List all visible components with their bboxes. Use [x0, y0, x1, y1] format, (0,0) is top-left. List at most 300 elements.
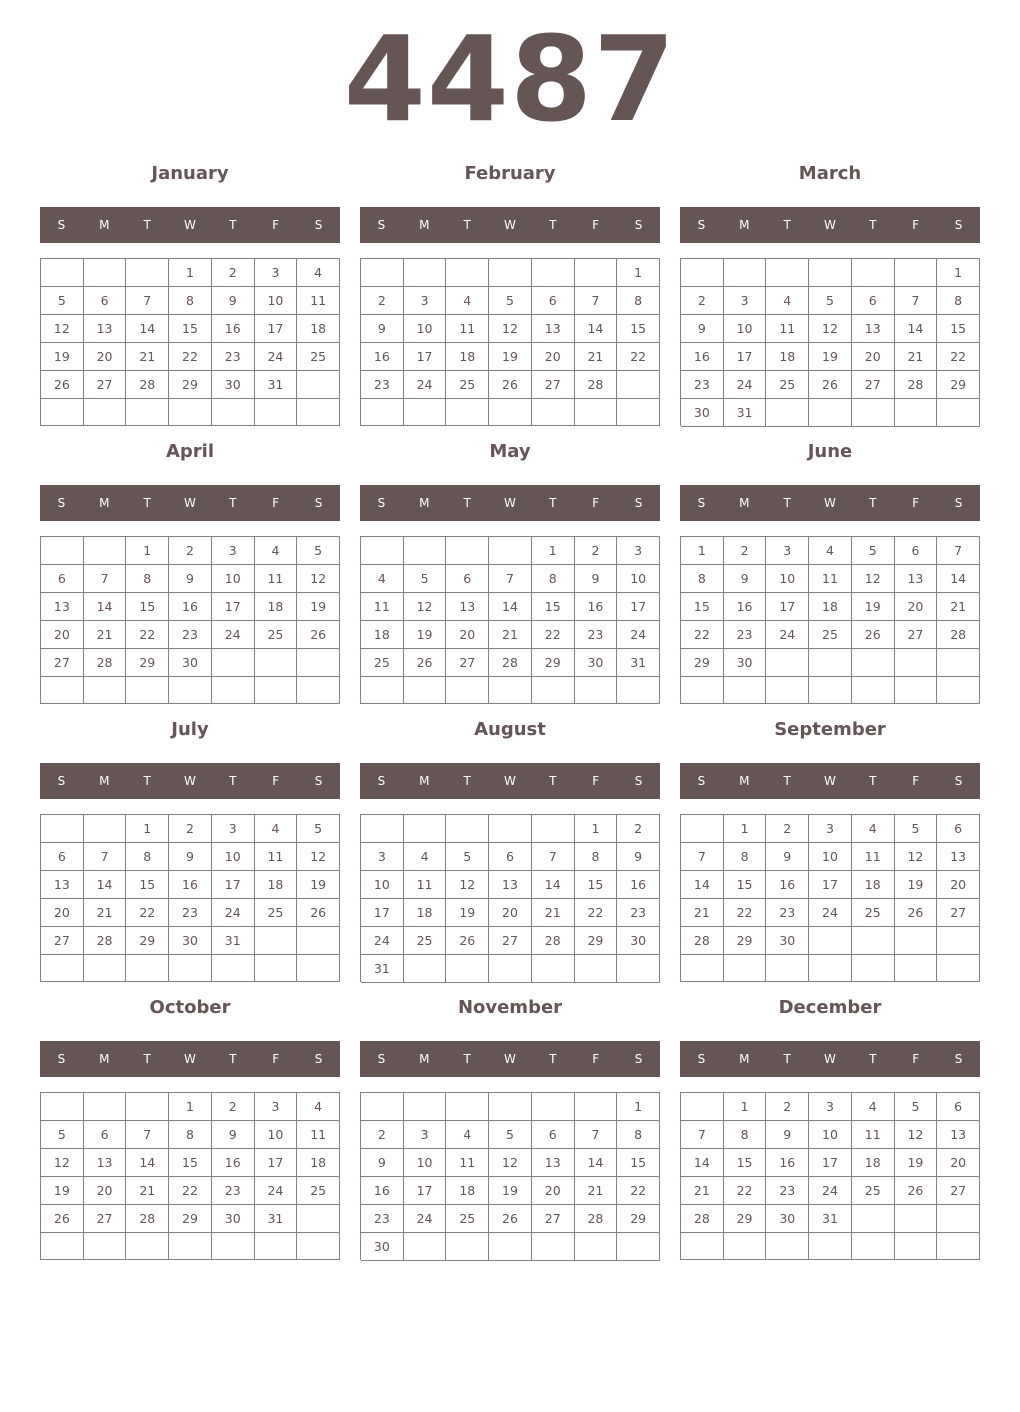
day-cell: 8: [724, 1121, 767, 1149]
weekday-label: S: [314, 1052, 323, 1066]
empty-day-cell: [852, 259, 895, 287]
day-cell: 13: [41, 871, 84, 899]
day-cell: 18: [809, 593, 852, 621]
empty-day-cell: [937, 677, 980, 704]
weekday-label: S: [314, 774, 323, 788]
day-cell: 24: [212, 621, 255, 649]
day-cell: 10: [766, 565, 809, 593]
day-cell: 8: [126, 565, 169, 593]
day-grid: [680, 814, 980, 982]
day-cell: 24: [212, 899, 255, 927]
empty-day-cell: [212, 677, 255, 704]
day-cell: 14: [681, 1149, 724, 1177]
day-cell: 30: [361, 1233, 404, 1261]
weekday-header: [40, 485, 340, 521]
empty-day-cell: [852, 677, 895, 704]
day-cell: 28: [84, 649, 127, 677]
day-cell: 22: [532, 621, 575, 649]
day-cell: 1: [169, 1093, 212, 1121]
empty-day-cell: [41, 815, 84, 843]
day-cell: 31: [361, 955, 404, 983]
day-cell: 22: [617, 343, 660, 371]
day-cell: 13: [532, 315, 575, 343]
empty-day-cell: [852, 649, 895, 677]
empty-day-cell: [681, 1093, 724, 1121]
empty-day-cell: [724, 1233, 767, 1260]
day-cell: 8: [937, 287, 980, 315]
day-cell: 13: [895, 565, 938, 593]
day-cell: 23: [169, 621, 212, 649]
day-cell: 19: [489, 1177, 532, 1205]
weekday-label: M: [99, 496, 110, 510]
day-cell: 30: [212, 1205, 255, 1233]
day-cell: 21: [575, 1177, 618, 1205]
day-cell: 9: [212, 287, 255, 315]
empty-day-cell: [297, 955, 340, 982]
day-cell: 27: [937, 1177, 980, 1205]
day-cell: 13: [937, 843, 980, 871]
day-cell: 10: [809, 1121, 852, 1149]
day-cell: 5: [895, 1093, 938, 1121]
day-cell: 24: [255, 343, 298, 371]
empty-day-cell: [532, 1093, 575, 1121]
day-cell: 13: [489, 871, 532, 899]
day-cell: 19: [297, 871, 340, 899]
day-cell: 25: [852, 899, 895, 927]
day-cell: 2: [169, 537, 212, 565]
weekday-label: F: [272, 1052, 280, 1066]
day-cell: 9: [361, 315, 404, 343]
day-cell: 28: [681, 927, 724, 955]
day-cell: 7: [937, 537, 980, 565]
day-cell: 29: [169, 1205, 212, 1233]
day-cell: 16: [766, 871, 809, 899]
day-cell: 13: [41, 593, 84, 621]
day-cell: 3: [404, 287, 447, 315]
day-cell: 7: [84, 565, 127, 593]
weekday-label: W: [184, 1052, 196, 1066]
day-cell: 22: [681, 621, 724, 649]
day-cell: 6: [41, 843, 84, 871]
day-cell: 24: [404, 371, 447, 399]
empty-day-cell: [446, 1093, 489, 1121]
day-cell: 3: [361, 843, 404, 871]
empty-day-cell: [361, 815, 404, 843]
day-cell: 14: [575, 315, 618, 343]
weekday-label: S: [954, 496, 963, 510]
day-cell: 29: [724, 1205, 767, 1233]
day-cell: 3: [617, 537, 660, 565]
empty-day-cell: [937, 649, 980, 677]
weekday-header: [360, 763, 660, 799]
empty-day-cell: [489, 677, 532, 704]
weekday-label: T: [229, 774, 237, 788]
day-cell: 7: [575, 287, 618, 315]
weekday-label: M: [419, 774, 430, 788]
day-cell: 11: [361, 593, 404, 621]
day-cell: 15: [169, 315, 212, 343]
weekday-label: F: [592, 496, 600, 510]
day-cell: 22: [126, 621, 169, 649]
weekday-label: T: [463, 1052, 471, 1066]
day-cell: 1: [617, 1093, 660, 1121]
day-cell: 14: [126, 315, 169, 343]
empty-day-cell: [575, 399, 618, 426]
empty-day-cell: [575, 259, 618, 287]
day-cell: 12: [809, 315, 852, 343]
day-cell: 9: [681, 315, 724, 343]
day-cell: 21: [84, 899, 127, 927]
day-cell: 7: [681, 843, 724, 871]
day-cell: 4: [255, 815, 298, 843]
empty-day-cell: [809, 1233, 852, 1260]
day-cell: 20: [446, 621, 489, 649]
day-cell: 16: [766, 1149, 809, 1177]
weekday-label: T: [869, 1052, 877, 1066]
day-cell: 5: [489, 287, 532, 315]
month-name: December: [778, 997, 882, 1018]
day-cell: 11: [809, 565, 852, 593]
day-cell: 21: [126, 1177, 169, 1205]
empty-day-cell: [681, 677, 724, 704]
day-cell: 26: [895, 899, 938, 927]
empty-day-cell: [255, 1233, 298, 1260]
weekday-label: S: [57, 496, 66, 510]
empty-day-cell: [895, 259, 938, 287]
weekday-label: S: [697, 218, 706, 232]
day-cell: 17: [255, 1149, 298, 1177]
empty-day-cell: [404, 955, 447, 983]
day-cell: 5: [297, 815, 340, 843]
weekday-label: F: [912, 774, 920, 788]
empty-day-cell: [489, 537, 532, 565]
day-cell: 26: [446, 927, 489, 955]
day-cell: 15: [575, 871, 618, 899]
day-cell: 19: [895, 1149, 938, 1177]
weekday-label: F: [912, 1052, 920, 1066]
day-cell: 15: [681, 593, 724, 621]
empty-day-cell: [446, 955, 489, 983]
day-cell: 31: [255, 371, 298, 399]
empty-day-cell: [169, 955, 212, 982]
day-cell: 18: [297, 1149, 340, 1177]
day-cell: 5: [809, 287, 852, 315]
empty-day-cell: [404, 537, 447, 565]
day-cell: 15: [724, 871, 767, 899]
day-cell: 28: [895, 371, 938, 399]
empty-day-cell: [297, 371, 340, 399]
day-cell: 8: [617, 1121, 660, 1149]
day-cell: 26: [809, 371, 852, 399]
weekday-label: S: [954, 218, 963, 232]
weekday-label: T: [229, 218, 237, 232]
weekday-label: T: [143, 496, 151, 510]
day-cell: 9: [766, 843, 809, 871]
empty-day-cell: [852, 399, 895, 427]
day-cell: 6: [446, 565, 489, 593]
day-cell: 8: [681, 565, 724, 593]
empty-day-cell: [724, 259, 767, 287]
weekday-label: W: [504, 218, 516, 232]
day-cell: 2: [361, 1121, 404, 1149]
day-cell: 11: [766, 315, 809, 343]
day-cell: 6: [532, 287, 575, 315]
day-cell: 12: [895, 1121, 938, 1149]
empty-day-cell: [297, 677, 340, 704]
day-cell: 11: [446, 315, 489, 343]
empty-day-cell: [212, 955, 255, 982]
day-cell: 18: [404, 899, 447, 927]
weekday-header: [680, 763, 980, 799]
empty-day-cell: [489, 1093, 532, 1121]
day-cell: 22: [126, 899, 169, 927]
empty-day-cell: [852, 955, 895, 982]
day-cell: 8: [617, 287, 660, 315]
day-cell: 17: [212, 593, 255, 621]
weekday-label: T: [869, 774, 877, 788]
weekday-header: [360, 207, 660, 243]
day-cell: 1: [575, 815, 618, 843]
day-cell: 26: [852, 621, 895, 649]
day-cell: 29: [575, 927, 618, 955]
day-grid: [360, 536, 660, 704]
day-cell: 25: [766, 371, 809, 399]
day-cell: 13: [532, 1149, 575, 1177]
day-cell: 24: [766, 621, 809, 649]
empty-day-cell: [895, 399, 938, 427]
day-cell: 20: [852, 343, 895, 371]
day-cell: 17: [724, 343, 767, 371]
day-cell: 14: [575, 1149, 618, 1177]
weekday-label: T: [783, 218, 791, 232]
day-cell: 19: [404, 621, 447, 649]
empty-day-cell: [532, 259, 575, 287]
weekday-label: T: [869, 496, 877, 510]
day-cell: 25: [404, 927, 447, 955]
day-cell: 2: [681, 287, 724, 315]
day-cell: 22: [724, 899, 767, 927]
day-cell: 21: [126, 343, 169, 371]
empty-day-cell: [895, 1205, 938, 1233]
day-cell: 17: [766, 593, 809, 621]
day-cell: 14: [84, 593, 127, 621]
month-name: May: [489, 441, 531, 462]
day-cell: 7: [681, 1121, 724, 1149]
day-cell: 24: [255, 1177, 298, 1205]
empty-day-cell: [126, 399, 169, 426]
day-cell: 10: [255, 1121, 298, 1149]
day-cell: 15: [532, 593, 575, 621]
day-cell: 2: [766, 1093, 809, 1121]
day-cell: 12: [41, 1149, 84, 1177]
day-cell: 10: [404, 1149, 447, 1177]
day-cell: 17: [255, 315, 298, 343]
day-cell: 1: [937, 259, 980, 287]
weekday-header: [360, 1041, 660, 1077]
weekday-label: T: [783, 496, 791, 510]
empty-day-cell: [532, 399, 575, 426]
day-cell: 19: [852, 593, 895, 621]
empty-day-cell: [84, 399, 127, 426]
weekday-label: M: [739, 774, 750, 788]
day-cell: 24: [809, 899, 852, 927]
day-cell: 21: [84, 621, 127, 649]
day-cell: 30: [212, 371, 255, 399]
day-cell: 20: [532, 343, 575, 371]
day-cell: 17: [809, 1149, 852, 1177]
empty-day-cell: [681, 955, 724, 982]
empty-day-cell: [895, 1233, 938, 1260]
day-cell: 17: [361, 899, 404, 927]
day-cell: 14: [126, 1149, 169, 1177]
day-cell: 5: [297, 537, 340, 565]
day-cell: 12: [41, 315, 84, 343]
day-cell: 24: [404, 1205, 447, 1233]
weekday-label: W: [504, 774, 516, 788]
day-cell: 24: [361, 927, 404, 955]
day-cell: 31: [212, 927, 255, 955]
day-cell: 18: [255, 593, 298, 621]
day-cell: 25: [361, 649, 404, 677]
day-cell: 15: [617, 1149, 660, 1177]
day-cell: 20: [937, 1149, 980, 1177]
day-cell: 6: [937, 1093, 980, 1121]
day-cell: 4: [852, 815, 895, 843]
day-cell: 18: [766, 343, 809, 371]
day-cell: 26: [489, 371, 532, 399]
day-cell: 16: [617, 871, 660, 899]
day-cell: 13: [852, 315, 895, 343]
day-cell: 28: [681, 1205, 724, 1233]
day-cell: 27: [937, 899, 980, 927]
weekday-label: S: [634, 218, 643, 232]
day-cell: 7: [532, 843, 575, 871]
empty-day-cell: [41, 677, 84, 704]
empty-day-cell: [617, 371, 660, 399]
weekday-label: S: [377, 1052, 386, 1066]
day-cell: 4: [852, 1093, 895, 1121]
day-cell: 26: [297, 621, 340, 649]
weekday-label: T: [783, 1052, 791, 1066]
empty-day-cell: [575, 1233, 618, 1261]
day-cell: 11: [852, 1121, 895, 1149]
day-cell: 4: [766, 287, 809, 315]
empty-day-cell: [724, 955, 767, 982]
day-cell: 31: [255, 1205, 298, 1233]
weekday-label: S: [57, 1052, 66, 1066]
day-cell: 23: [766, 899, 809, 927]
day-cell: 21: [532, 899, 575, 927]
day-cell: 25: [297, 1177, 340, 1205]
day-cell: 30: [169, 649, 212, 677]
empty-day-cell: [84, 1233, 127, 1260]
day-grid: [680, 536, 980, 704]
weekday-label: T: [549, 218, 557, 232]
weekday-header: [360, 485, 660, 521]
day-cell: 23: [575, 621, 618, 649]
empty-day-cell: [724, 677, 767, 704]
day-cell: 27: [84, 371, 127, 399]
day-cell: 12: [297, 565, 340, 593]
month-name: November: [457, 997, 563, 1018]
empty-day-cell: [84, 537, 127, 565]
weekday-label: T: [143, 1052, 151, 1066]
day-cell: 20: [41, 621, 84, 649]
year-title: 4487: [343, 10, 677, 148]
day-cell: 1: [126, 537, 169, 565]
empty-day-cell: [895, 955, 938, 982]
empty-day-cell: [404, 399, 447, 426]
day-cell: 7: [895, 287, 938, 315]
day-cell: 3: [255, 259, 298, 287]
weekday-header: [40, 763, 340, 799]
day-cell: 8: [169, 287, 212, 315]
day-cell: 12: [404, 593, 447, 621]
day-cell: 30: [169, 927, 212, 955]
empty-day-cell: [41, 399, 84, 426]
day-cell: 19: [41, 1177, 84, 1205]
day-cell: 29: [937, 371, 980, 399]
day-cell: 21: [937, 593, 980, 621]
empty-day-cell: [681, 815, 724, 843]
day-cell: 12: [895, 843, 938, 871]
empty-day-cell: [766, 259, 809, 287]
day-cell: 21: [575, 343, 618, 371]
empty-day-cell: [532, 955, 575, 983]
empty-day-cell: [84, 955, 127, 982]
empty-day-cell: [297, 1205, 340, 1233]
day-cell: 2: [724, 537, 767, 565]
day-cell: 23: [766, 1177, 809, 1205]
day-cell: 23: [212, 343, 255, 371]
empty-day-cell: [126, 955, 169, 982]
empty-day-cell: [937, 1233, 980, 1260]
weekday-label: W: [824, 774, 836, 788]
day-cell: 27: [852, 371, 895, 399]
weekday-label: W: [824, 1052, 836, 1066]
day-cell: 22: [169, 343, 212, 371]
weekday-label: S: [377, 774, 386, 788]
day-cell: 29: [126, 927, 169, 955]
day-cell: 19: [446, 899, 489, 927]
empty-day-cell: [126, 259, 169, 287]
day-cell: 5: [852, 537, 895, 565]
empty-day-cell: [937, 399, 980, 427]
day-cell: 14: [84, 871, 127, 899]
day-cell: 11: [255, 565, 298, 593]
day-cell: 25: [255, 899, 298, 927]
empty-day-cell: [809, 649, 852, 677]
weekday-label: T: [549, 496, 557, 510]
day-cell: 9: [169, 843, 212, 871]
day-cell: 26: [41, 1205, 84, 1233]
day-cell: 20: [532, 1177, 575, 1205]
empty-day-cell: [532, 815, 575, 843]
day-cell: 20: [84, 1177, 127, 1205]
empty-day-cell: [809, 927, 852, 955]
day-cell: 11: [446, 1149, 489, 1177]
day-cell: 4: [255, 537, 298, 565]
day-cell: 25: [809, 621, 852, 649]
weekday-label: S: [954, 1052, 963, 1066]
day-cell: 11: [297, 287, 340, 315]
empty-day-cell: [617, 1233, 660, 1261]
day-cell: 22: [169, 1177, 212, 1205]
day-cell: 23: [617, 899, 660, 927]
empty-day-cell: [404, 259, 447, 287]
day-cell: 9: [169, 565, 212, 593]
day-cell: 28: [126, 1205, 169, 1233]
